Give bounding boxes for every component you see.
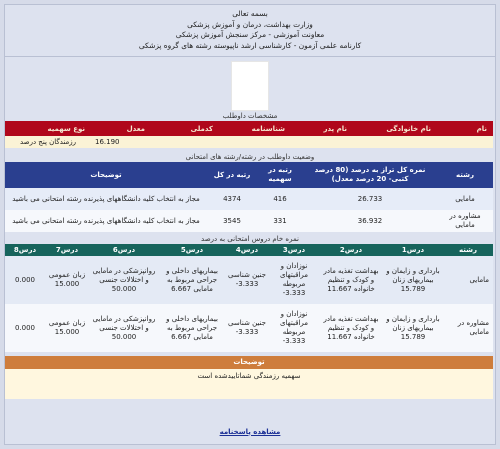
personal-last-name [353, 136, 437, 148]
status-table [5, 162, 493, 232]
scores-section-title: نمره خام دروس امتحانی به درصد [201, 235, 299, 243]
personal-quota-type: رزمندگان پنج درصد [5, 136, 91, 148]
status-overall-rank: 3545 [207, 210, 257, 232]
scores-header-course-7: درس7 [45, 244, 89, 256]
status-header-overall-rank: رتبه در کل [207, 162, 257, 188]
score-cell: نوزادان و مراقبتهای مربوطه 3.333- [269, 256, 319, 304]
score-cell: بهداشت تغذیه مادر و کودک و تنظیم خانواده 11.667 [319, 304, 383, 352]
report-header [5, 5, 495, 57]
scores-header-course-3: درس3 [269, 244, 319, 256]
scores-major: مامایی [443, 256, 493, 304]
score-cell: جنین شناسی 3.333- [225, 304, 269, 352]
status-header-major: رشته [437, 162, 493, 188]
status-section-title: وضعیت داوطلب در رشته/رشته های امتحانی [185, 153, 315, 161]
personal-father-name [291, 136, 353, 148]
status-header-total-score: نمره کل تراز به درصد (80 درصد کتبی- 20 درصد معدل) [303, 162, 437, 188]
score-cell: روانپزشکی در مامایی و اختلالات جنسی 50.000 [89, 304, 159, 352]
status-header-quota-rank: رتبه در سهمیه [257, 162, 303, 188]
scores-header-course-1: درس1 [383, 244, 443, 256]
report-card-page [4, 4, 496, 445]
scores-row [5, 256, 493, 304]
score-cell: جنین شناسی 3.333- [225, 256, 269, 304]
scores-header-course-4: درس4 [225, 244, 269, 256]
score-cell: زبان عمومی 15.000 [45, 256, 89, 304]
header-line-1: بسمه تعالی [232, 9, 268, 18]
header-line-4: کارنامه علمی آزمون - کارشناسی ارشد ناپیوسته رشته های گروه پزشکی [138, 40, 362, 50]
scores-header-course-5: درس5 [159, 244, 225, 256]
scores-header-course-8: درس8 [5, 244, 45, 256]
score-cell: نوزادان و مراقبتهای مربوطه 3.333- [269, 304, 319, 352]
scores-row [5, 304, 493, 352]
raw-scores-table [5, 244, 493, 352]
personal-gpa: 16.190 [91, 136, 151, 148]
score-cell: زبان عمومی 15.000 [45, 304, 89, 352]
notes-text: سهمیه رزمندگی شماتاییدشده است [5, 369, 493, 399]
status-major: مشاوره در مامایی [437, 210, 493, 232]
score-cell: روانپزشکی در مامایی و اختلالات جنسی 50.000 [89, 256, 159, 304]
status-quota-rank: 416 [257, 188, 303, 210]
status-row [5, 188, 493, 210]
status-total-score: 26.733 [303, 188, 437, 210]
status-total-score: 36.932 [303, 210, 437, 232]
personal-header-last-name: نام خانوادگی [353, 121, 437, 136]
personal-info-table [5, 121, 493, 148]
personal-header-quota-type: نوع سهمیه [5, 121, 91, 136]
score-cell: بیماریهای داخلی و جراحی مربوط به مامایی 6.667 [159, 256, 225, 304]
scores-major: مشاوره در مامایی [443, 304, 493, 352]
status-quota-rank: 331 [257, 210, 303, 232]
score-cell: 0.000 [5, 304, 45, 352]
score-cell: بارداری و زایمان و بیماریهای زنان 15.789 [383, 304, 443, 352]
personal-national-code [151, 136, 219, 148]
scores-header-major: رشته [443, 244, 493, 256]
header-line-3: معاونت آموزشی - مرکز سنجش آموزش پزشکی [175, 30, 325, 39]
notes-box [5, 356, 493, 399]
candidate-photo [231, 61, 269, 111]
personal-header-id-number: شناسنامه [219, 121, 291, 136]
personal-section-title: مشخصات داوطلب [222, 112, 278, 120]
personal-first-name [437, 136, 493, 148]
score-cell: بهداشت تغذیه مادر و کودک و تنظیم خانواده 11.667 [319, 256, 383, 304]
status-major: مامایی [437, 188, 493, 210]
notes-title: توضیحات [5, 356, 493, 369]
status-overall-rank: 4374 [207, 188, 257, 210]
header-line-2: وزارت بهداشت، درمان و آموزش پزشکی [187, 19, 313, 29]
scores-header-course-6: درس6 [89, 244, 159, 256]
scores-header-course-2: درس2 [319, 244, 383, 256]
personal-header-first-name: نام [437, 121, 493, 136]
status-description: مجاز به انتخاب کلیه دانشگاههای پذیرنده رشته امتحانی می باشید [5, 210, 207, 232]
status-header-description: توضیحات [5, 162, 207, 188]
personal-header-gpa: معدل [91, 121, 151, 136]
view-answer-sheet-link[interactable]: مشاهده پاسخنامه [219, 428, 281, 436]
personal-header-national-code: کدملی [151, 121, 219, 136]
personal-header-father-name: نام پدر [291, 121, 353, 136]
status-description: مجاز به انتخاب کلیه دانشگاههای پذیرنده رشته امتحانی می باشید [5, 188, 207, 210]
score-cell: بیماریهای داخلی و جراحی مربوط به مامایی 6.667 [159, 304, 225, 352]
personal-id-number [219, 136, 291, 148]
score-cell: بارداری و زایمان و بیماریهای زنان 15.789 [383, 256, 443, 304]
status-row [5, 210, 493, 232]
score-cell: 0.000 [5, 256, 45, 304]
